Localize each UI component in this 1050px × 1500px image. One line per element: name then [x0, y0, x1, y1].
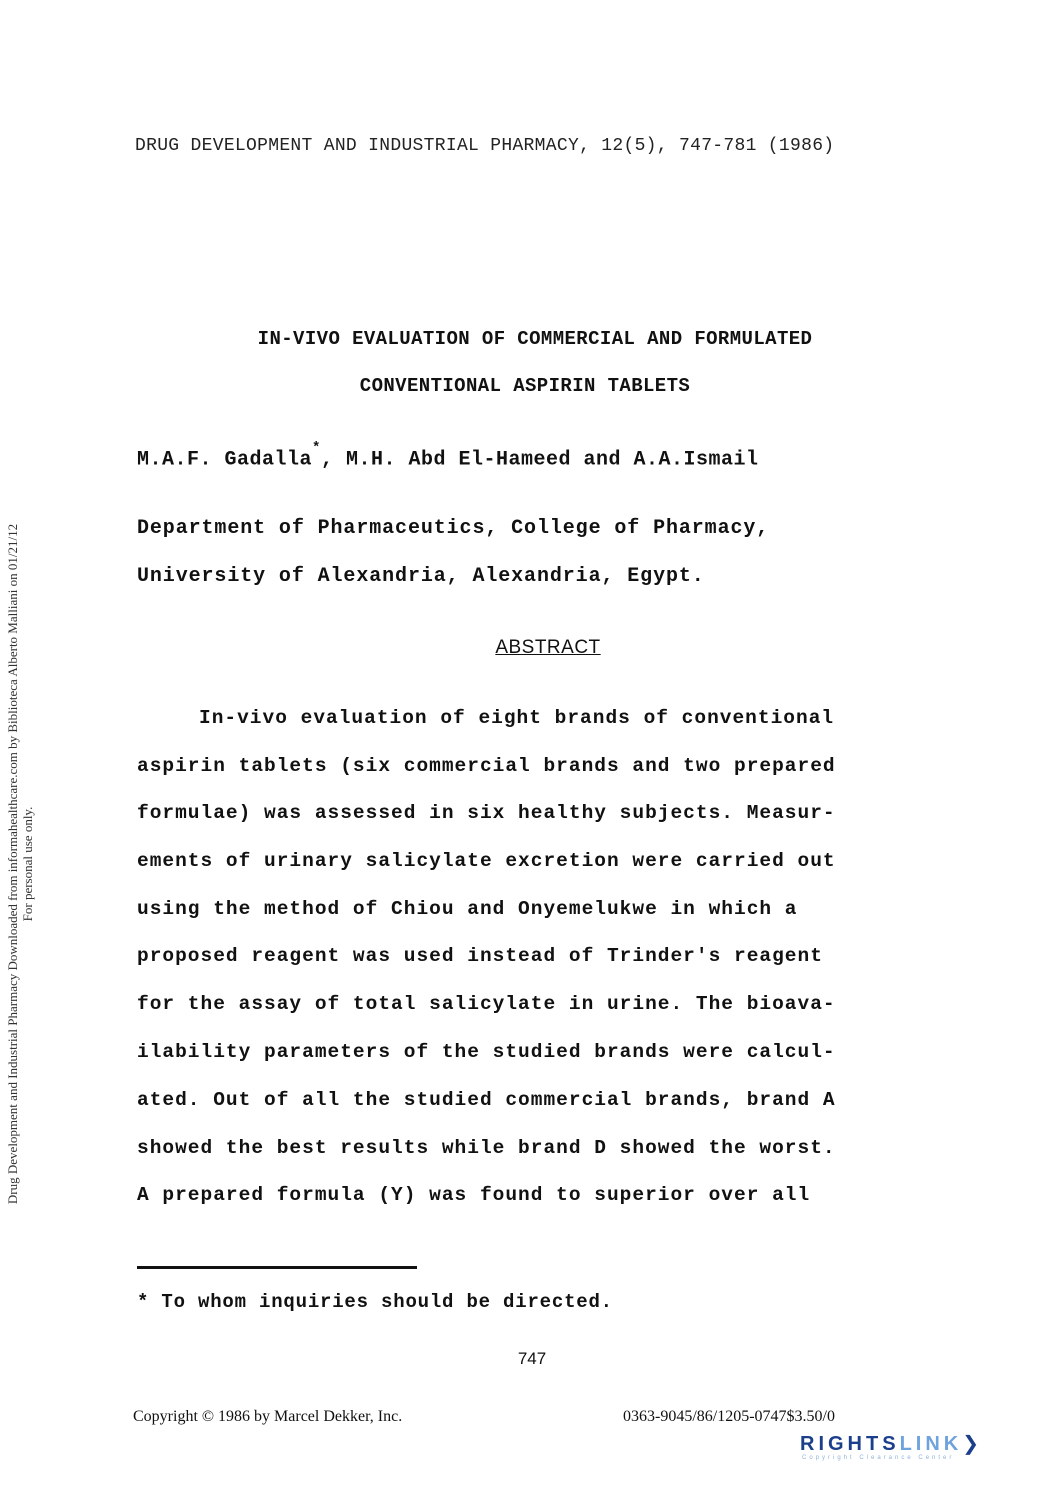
download-watermark	[0, 0, 40, 1500]
watermark-line-1: Drug Development and Industrial Pharmacy Downloaded from informahealthcare.com by Biblioteca Alberto Malliani on 01/21/12	[5, 523, 20, 1205]
issn-code: 0363-9045/86/1205-0747$3.50/0	[623, 1408, 835, 1425]
author-rest: , M.H. Abd El-Hameed and A.A.Ismail	[320, 448, 759, 472]
author-list	[137, 440, 759, 472]
copyright-notice: Copyright © 1986 by Marcel Dekker, Inc.	[133, 1408, 403, 1425]
corresponding-author-mark: *	[312, 440, 321, 456]
abstract-line: using the method of Chiou and Onyemelukwe in which a	[137, 898, 798, 920]
affiliation-line-1: Department of Pharmaceutics, College of Pharmacy,	[137, 517, 770, 540]
abstract-line: for the assay of total salicylate in urine. The bioava-	[137, 993, 836, 1015]
abstract-line: proposed reagent was used instead of Trinder's reagent	[137, 945, 823, 967]
page-number: 747	[517, 1349, 547, 1368]
watermark-line-2: For personal use only.	[20, 806, 35, 922]
author-first: M.A.F. Gadalla	[137, 448, 313, 472]
abstract-line: showed the best results while brand D showed the worst.	[137, 1137, 836, 1159]
abstract-line: A prepared formula (Y) was found to superior over all	[137, 1184, 811, 1206]
rightslink-wordmark	[800, 1431, 979, 1456]
affiliation-line-2: University of Alexandria, Alexandria, Egypt.	[137, 565, 705, 588]
abstract-line: formulae) was assessed in six healthy subjects. Measur-	[137, 802, 836, 824]
journal-header: DRUG DEVELOPMENT AND INDUSTRIAL PHARMACY, 12(5), 747-781 (1986)	[135, 136, 835, 156]
rightslink-word-rights: RIGHTS	[800, 1433, 900, 1455]
article-title-line-1: IN-VIVO EVALUATION OF COMMERCIAL AND FORMULATED	[257, 328, 813, 350]
article-title-line-2: CONVENTIONAL ASPIRIN TABLETS	[359, 375, 691, 397]
abstract-line: ated. Out of all the studied commercial brands, brand A	[137, 1089, 836, 1111]
abstract-line: aspirin tablets (six commercial brands and two prepared	[137, 755, 836, 777]
abstract-line: ements of urinary salicylate excretion were carried out	[137, 850, 836, 872]
rightslink-word-link: LINK	[899, 1433, 963, 1455]
footnote: * To whom inquiries should be directed.	[137, 1291, 613, 1313]
rightslink-subtitle: Copyright Clearance Center	[802, 1455, 955, 1461]
abstract-line: In-vivo evaluation of eight brands of conventional	[199, 707, 835, 729]
rightslink-logo[interactable]	[800, 1431, 1030, 1471]
rightslink-arrow-icon: ❯	[962, 1433, 979, 1455]
footnote-rule	[137, 1266, 417, 1269]
abstract-heading: ABSTRACT	[495, 637, 601, 658]
abstract-line: ilability parameters of the studied brands were calcul-	[137, 1041, 836, 1063]
